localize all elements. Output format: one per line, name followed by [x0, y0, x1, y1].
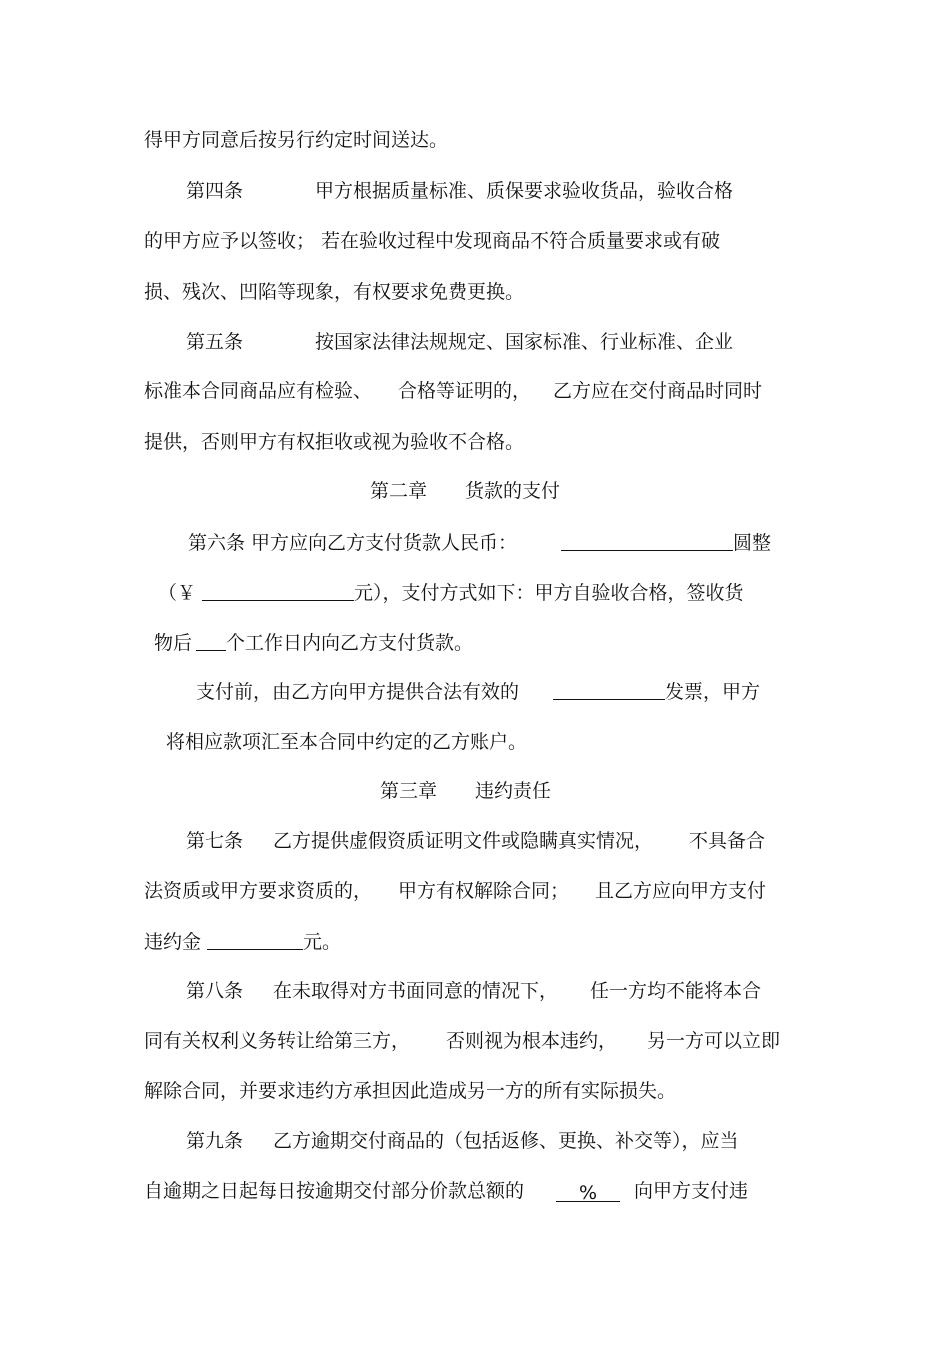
text-segment: 任一方均不能将本合: [590, 980, 762, 1002]
article-text: 乙方逾期交付商品的（包括返修、更换、补交等），应当: [273, 1130, 739, 1152]
text-segment: 标准本合同商品应有检验、: [144, 380, 373, 402]
percent-blank: [556, 1181, 620, 1202]
article-5-line: [186, 330, 733, 354]
penalty-blank: [207, 929, 303, 950]
article-text: 乙方提供虚假资质证明文件或隐瞒真实情况，: [273, 830, 654, 852]
chapter-3-heading: [380, 779, 551, 803]
percent-sign: %: [578, 1182, 598, 1204]
text-segment: 元），支付方式如下：甲方自验收合格，签收货: [354, 582, 744, 604]
article-text: 按国家法律法规规定、国家标准、行业标准、企业: [315, 331, 734, 353]
chapter-number: 第二章: [370, 480, 428, 502]
article-number: 第八条: [186, 980, 244, 1002]
paragraph-line: 损、残次、凹陷等现象，有权要求免费更换。: [144, 281, 525, 303]
text-segment: 不具备合: [689, 830, 766, 852]
paragraph-line: [144, 1179, 748, 1203]
article-number: 第九条: [186, 1130, 244, 1152]
article-4-line: [186, 179, 733, 203]
article-text: 在未取得对方书面同意的情况下，: [273, 980, 559, 1002]
days-blank: [196, 630, 226, 651]
paragraph-line: [144, 379, 762, 403]
article-8-line: [186, 979, 761, 1003]
article-text: 甲方根据质量标准、质保要求验收货品，验收合格: [315, 180, 734, 202]
paragraph-line: [144, 1029, 780, 1053]
article-number: 第四条: [186, 180, 244, 202]
chapter-title: 货款的支付: [465, 480, 561, 502]
text-segment: 且乙方应向甲方支付: [595, 880, 767, 902]
article-7-line: [186, 829, 765, 853]
paragraph-line: [144, 929, 341, 953]
article-number: 第五条: [186, 331, 244, 353]
text-segment: （￥: [158, 582, 197, 604]
chapter-title: 违约责任: [475, 780, 552, 802]
paragraph-line: [154, 630, 473, 654]
invoice-blank: [553, 679, 665, 700]
text-segment: 合格等证明的，: [398, 380, 532, 402]
amount-blank: [202, 580, 354, 601]
article-number: 第七条: [186, 830, 244, 852]
text-segment: 乙方应在交付商品时同时: [553, 380, 763, 402]
text-segment: 自逾期之日起每日按逾期交付部分价款总额的: [144, 1180, 525, 1202]
chapter-2-heading: [370, 479, 560, 503]
article-9-line: [186, 1129, 739, 1153]
paragraph-line: 的甲方应予以签收； 若在验收过程中发现商品不符合质量要求或有破: [144, 230, 721, 252]
article-text: 第六条 甲方应向乙方支付货款人民币：: [188, 532, 518, 554]
text-segment: 违约金: [144, 931, 202, 953]
text-segment: 圆整: [733, 532, 772, 554]
text-segment: 物后: [154, 632, 193, 654]
text-segment: 同有关权利义务转让给第三方，: [144, 1030, 411, 1052]
paragraph-line: 解除合同，并要求违约方承担因此造成另一方的所有实际损失。: [144, 1080, 677, 1102]
text-segment: 另一方可以立即: [647, 1030, 781, 1052]
text-segment: 元。: [303, 931, 342, 953]
text-segment: 向甲方支付违: [634, 1180, 749, 1202]
paragraph-line: 得甲方同意后按另行约定时间送达。: [144, 129, 449, 151]
amount-blank: [561, 530, 733, 551]
text-segment: 甲方有权解除合同；: [398, 880, 570, 902]
paragraph-line: [158, 580, 744, 604]
text-segment: 否则视为根本违约，: [446, 1030, 618, 1052]
chapter-number: 第三章: [380, 780, 438, 802]
paragraph-line: 将相应款项汇至本合同中约定的乙方账户。: [166, 731, 528, 753]
article-6-line: [188, 530, 771, 554]
text-segment: 个工作日内向乙方支付货款。: [226, 632, 474, 654]
text-segment: 法资质或甲方要求资质的，: [144, 880, 373, 902]
paragraph-line: 提供，否则甲方有权拒收或视为验收不合格。: [144, 431, 525, 453]
text-segment: 支付前，由乙方向甲方提供合法有效的: [196, 681, 520, 703]
paragraph-line: [144, 879, 766, 903]
text-segment: 发票，甲方: [665, 681, 761, 703]
paragraph-line: [196, 679, 760, 703]
